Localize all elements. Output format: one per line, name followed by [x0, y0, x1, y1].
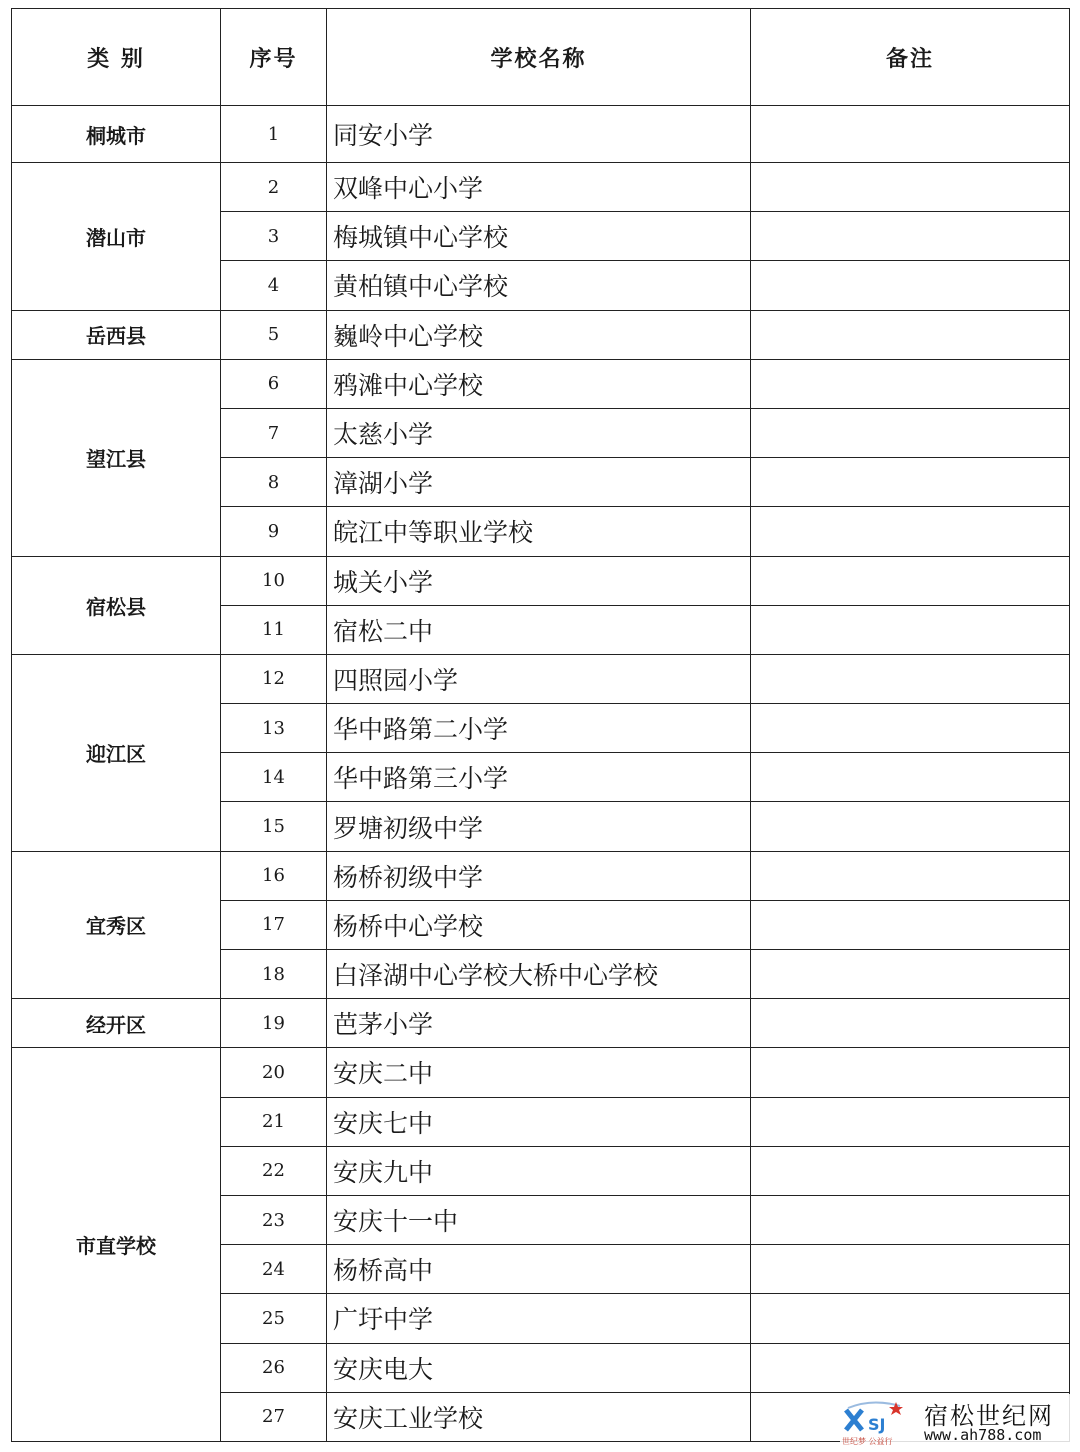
- index-cell: 6: [221, 359, 327, 408]
- index-cell: 17: [221, 900, 327, 949]
- index-cell: 7: [221, 408, 327, 457]
- index-cell: 3: [221, 212, 327, 261]
- category-cell: 桐城市: [12, 106, 221, 163]
- index-cell: 20: [221, 1048, 327, 1097]
- remark-cell: [751, 851, 1070, 900]
- remark-cell: [751, 654, 1070, 703]
- category-cell: 宜秀区: [12, 851, 221, 999]
- index-cell: 24: [221, 1245, 327, 1294]
- header-category: 类 别: [12, 9, 221, 106]
- school-name-cell: 太慈小学: [327, 408, 751, 457]
- index-cell: 21: [221, 1097, 327, 1146]
- remark-cell: [751, 556, 1070, 605]
- school-name-cell: 安庆七中: [327, 1097, 751, 1146]
- watermark-slogan: 世纪梦 公益行: [842, 1437, 893, 1446]
- category-cell: 宿松县: [12, 556, 221, 654]
- watermark: [840, 1394, 1070, 1448]
- index-cell: 22: [221, 1146, 327, 1195]
- school-name-cell: 漳湖小学: [327, 458, 751, 507]
- remark-cell: [751, 212, 1070, 261]
- index-cell: 26: [221, 1343, 327, 1392]
- table-header-row: [12, 9, 1070, 106]
- remark-cell: [751, 1343, 1070, 1392]
- index-cell: 5: [221, 310, 327, 359]
- school-name-cell: 芭茅小学: [327, 999, 751, 1048]
- remark-cell: [751, 106, 1070, 163]
- logo-text: SJ: [868, 1415, 886, 1434]
- remark-cell: [751, 1195, 1070, 1244]
- index-cell: 19: [221, 999, 327, 1048]
- header-index: 序号: [221, 9, 327, 106]
- remark-cell: [751, 1146, 1070, 1195]
- school-table: [11, 8, 1070, 1442]
- school-name-cell: 安庆二中: [327, 1048, 751, 1097]
- school-name-cell: 安庆十一中: [327, 1195, 751, 1244]
- school-name-cell: 梅城镇中心学校: [327, 212, 751, 261]
- school-name-cell: 广圩中学: [327, 1294, 751, 1343]
- index-cell: 25: [221, 1294, 327, 1343]
- category-cell: 市直学校: [12, 1048, 221, 1442]
- category-cell: 望江县: [12, 359, 221, 556]
- table-row: [12, 654, 1070, 703]
- school-name-cell: 华中路第三小学: [327, 753, 751, 802]
- table-body: [12, 106, 1070, 1442]
- table-row: [12, 310, 1070, 359]
- school-name-cell: 罗塘初级中学: [327, 802, 751, 851]
- index-cell: 14: [221, 753, 327, 802]
- table-row: [12, 556, 1070, 605]
- remark-cell: [751, 163, 1070, 212]
- table-row: [12, 999, 1070, 1048]
- table-row: [12, 1048, 1070, 1097]
- school-name-cell: 四照园小学: [327, 654, 751, 703]
- index-cell: 11: [221, 605, 327, 654]
- category-cell: 迎江区: [12, 654, 221, 851]
- school-name-cell: 华中路第二小学: [327, 704, 751, 753]
- remark-cell: [751, 359, 1070, 408]
- school-name-cell: 城关小学: [327, 556, 751, 605]
- index-cell: 9: [221, 507, 327, 556]
- index-cell: 13: [221, 704, 327, 753]
- remark-cell: [751, 1048, 1070, 1097]
- school-name-cell: 杨桥高中: [327, 1245, 751, 1294]
- school-name-cell: 黄柏镇中心学校: [327, 261, 751, 310]
- watermark-title: 宿松世纪网: [924, 1402, 1054, 1430]
- remark-cell: [751, 310, 1070, 359]
- index-cell: 1: [221, 106, 327, 163]
- school-name-cell: 杨桥初级中学: [327, 851, 751, 900]
- school-name-cell: 安庆九中: [327, 1146, 751, 1195]
- header-remark: 备注: [751, 9, 1070, 106]
- index-cell: 23: [221, 1195, 327, 1244]
- school-name-cell: 皖江中等职业学校: [327, 507, 751, 556]
- remark-cell: [751, 261, 1070, 310]
- school-name-cell: 鸦滩中心学校: [327, 359, 751, 408]
- school-name-cell: 巍岭中心学校: [327, 310, 751, 359]
- remark-cell: [751, 605, 1070, 654]
- index-cell: 27: [221, 1392, 327, 1441]
- school-name-cell: 安庆工业学校: [327, 1392, 751, 1441]
- remark-cell: [751, 458, 1070, 507]
- remark-cell: [751, 1097, 1070, 1146]
- remark-cell: [751, 753, 1070, 802]
- remark-cell: [751, 507, 1070, 556]
- category-cell: 岳西县: [12, 310, 221, 359]
- index-cell: 8: [221, 458, 327, 507]
- school-name-cell: 杨桥中心学校: [327, 900, 751, 949]
- table-row: [12, 359, 1070, 408]
- table-row: [12, 106, 1070, 163]
- index-cell: 12: [221, 654, 327, 703]
- remark-cell: [751, 900, 1070, 949]
- school-name-cell: 白泽湖中心学校大桥中心学校: [327, 950, 751, 999]
- header-school: 学校名称: [327, 9, 751, 106]
- table-row: [12, 163, 1070, 212]
- school-name-cell: 同安小学: [327, 106, 751, 163]
- index-cell: 15: [221, 802, 327, 851]
- remark-cell: [751, 704, 1070, 753]
- watermark-url: www.ah788.com: [924, 1426, 1042, 1444]
- index-cell: 18: [221, 950, 327, 999]
- index-cell: 10: [221, 556, 327, 605]
- table-row: [12, 851, 1070, 900]
- school-name-cell: 双峰中心小学: [327, 163, 751, 212]
- remark-cell: [751, 1294, 1070, 1343]
- remark-cell: [751, 802, 1070, 851]
- remark-cell: [751, 1245, 1070, 1294]
- school-name-cell: 安庆电大: [327, 1343, 751, 1392]
- category-cell: 经开区: [12, 999, 221, 1048]
- category-cell: 潜山市: [12, 163, 221, 311]
- index-cell: 2: [221, 163, 327, 212]
- remark-cell: [751, 950, 1070, 999]
- school-name-cell: 宿松二中: [327, 605, 751, 654]
- remark-cell: [751, 408, 1070, 457]
- remark-cell: [751, 999, 1070, 1048]
- index-cell: 4: [221, 261, 327, 310]
- index-cell: 16: [221, 851, 327, 900]
